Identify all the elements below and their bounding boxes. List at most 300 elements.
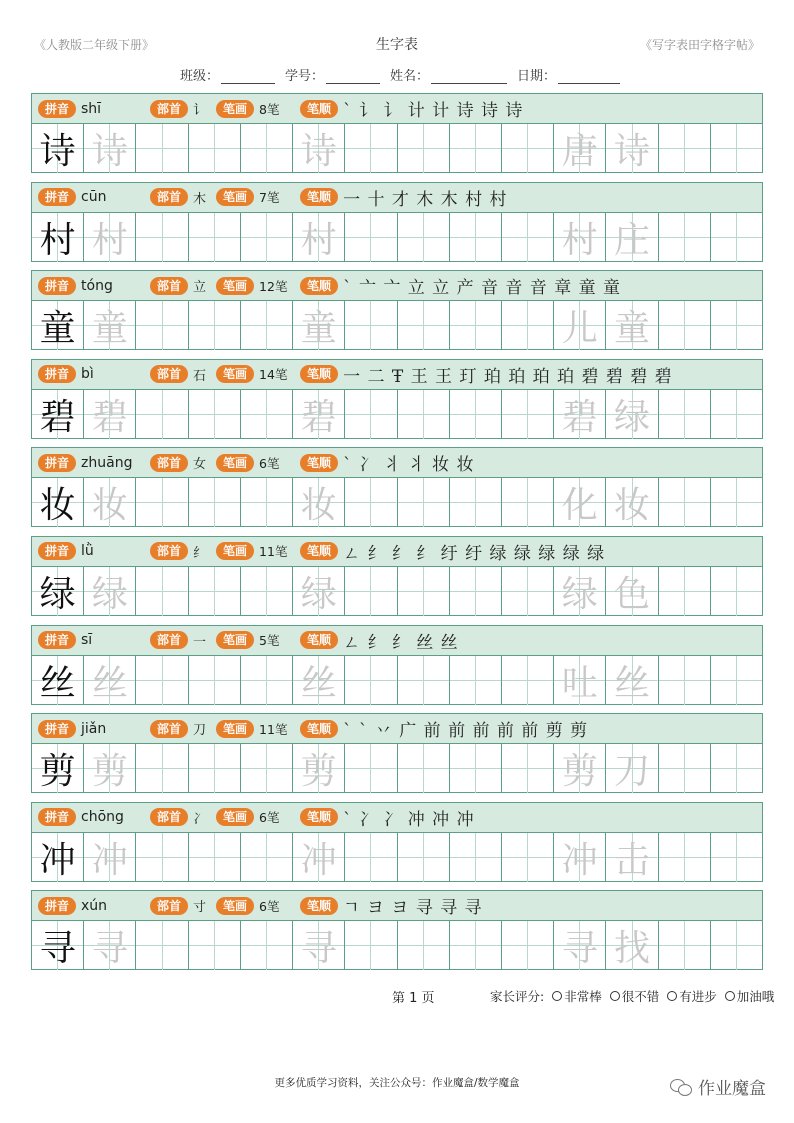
radical-tag: 部首 <box>150 808 188 826</box>
strokes-value: 11笔 <box>259 544 288 560</box>
writing-grid <box>32 124 762 173</box>
parent-rating <box>490 987 774 1005</box>
strokes-tag: 笔画 <box>216 897 254 915</box>
pinyin-tag: 拼音 <box>38 631 76 649</box>
brand-mark <box>670 1074 766 1099</box>
pinyin-tag: 拼音 <box>38 542 76 560</box>
grid-cell[interactable] <box>398 567 450 616</box>
grid-cell[interactable] <box>293 744 345 793</box>
trace-character: 剪 <box>91 751 128 793</box>
strokes-value: 6笔 <box>259 898 280 914</box>
pinyin-value: sī <box>81 632 93 649</box>
pinyin-tag: 拼音 <box>38 454 76 472</box>
grid-cell[interactable] <box>136 390 188 439</box>
pinyin-tag: 拼音 <box>38 277 76 295</box>
grid-cell[interactable] <box>711 921 762 970</box>
grid-cell[interactable] <box>345 833 397 882</box>
pinyin-tag: 拼音 <box>38 188 76 206</box>
grid-cell[interactable] <box>136 833 188 882</box>
grid-cell[interactable] <box>32 921 84 970</box>
word-character: 唐 <box>561 131 598 172</box>
grid-cell[interactable] <box>606 124 658 173</box>
grid-cell[interactable] <box>84 833 136 882</box>
trace-character: 冲 <box>300 839 337 881</box>
grid-cell[interactable] <box>32 124 84 173</box>
grid-cell[interactable] <box>554 213 606 262</box>
grid-cell[interactable] <box>606 567 658 616</box>
grid-cell[interactable] <box>136 656 188 705</box>
word-character: 丝 <box>614 662 651 704</box>
radical-tag: 部首 <box>150 897 188 915</box>
grid-cell[interactable] <box>659 301 711 350</box>
grid-cell[interactable] <box>554 921 606 970</box>
grid-cell[interactable] <box>502 478 554 527</box>
grid-cell[interactable] <box>502 921 554 970</box>
grid-cell[interactable] <box>502 124 554 173</box>
char-info-band <box>32 714 762 744</box>
grid-cell[interactable] <box>293 301 345 350</box>
grid-cell[interactable] <box>554 833 606 882</box>
grid-cell[interactable] <box>606 921 658 970</box>
rating-option-3[interactable] <box>725 987 775 1005</box>
grid-cell[interactable] <box>241 833 293 882</box>
strokes-value: 6笔 <box>259 810 280 826</box>
char-block <box>31 270 763 350</box>
char-block <box>31 625 763 705</box>
grid-cell[interactable] <box>293 390 345 439</box>
grid-cell[interactable] <box>711 478 762 527</box>
strokes-value: 5笔 <box>259 633 280 649</box>
grid-cell[interactable] <box>711 124 762 173</box>
trace-character: 诗 <box>91 131 128 172</box>
grid-cell[interactable] <box>293 921 345 970</box>
grid-cell[interactable] <box>398 478 450 527</box>
trace-character: 寻 <box>91 928 128 970</box>
grid-cell[interactable] <box>189 833 241 882</box>
word-character: 寻 <box>561 928 598 970</box>
grid-cell[interactable] <box>450 921 502 970</box>
stroke-order: ㄥ 纟 纟 丝 丝 <box>343 632 459 653</box>
pinyin-value: xún <box>81 897 108 914</box>
rating-option-2[interactable] <box>667 987 717 1005</box>
grid-cell[interactable] <box>659 744 711 793</box>
id-field[interactable] <box>285 65 380 84</box>
order-tag: 笔顺 <box>300 277 338 295</box>
writing-grid <box>32 478 762 527</box>
grid-cell[interactable] <box>659 567 711 616</box>
radical-tag: 部首 <box>150 720 188 738</box>
word-character: 色 <box>614 573 651 615</box>
rating-option-label: 有进步 <box>679 989 717 1004</box>
char-info-band <box>32 448 762 478</box>
grid-cell[interactable] <box>606 656 658 705</box>
page-number: 第 1 页 <box>392 991 435 1006</box>
grid-cell[interactable] <box>554 301 606 350</box>
grid-cell[interactable] <box>345 567 397 616</box>
grid-cell[interactable] <box>241 921 293 970</box>
page-title: 生字表 <box>376 37 418 53</box>
grid-cell[interactable] <box>241 213 293 262</box>
grid-cell[interactable] <box>554 478 606 527</box>
header-left: 《人教版二年级下册》 <box>34 38 155 52</box>
word-character: 化 <box>561 485 598 527</box>
trace-character: 丝 <box>300 662 337 704</box>
rating-option-1[interactable] <box>610 987 660 1005</box>
grid-cell[interactable] <box>84 213 136 262</box>
strokes-value: 14笔 <box>259 367 288 383</box>
radical-value: 一 <box>193 634 207 650</box>
grid-cell[interactable] <box>241 567 293 616</box>
pinyin-value: shī <box>81 100 102 117</box>
grid-cell[interactable] <box>293 124 345 173</box>
grid-cell[interactable] <box>189 213 241 262</box>
grid-cell[interactable] <box>241 744 293 793</box>
grid-cell[interactable] <box>241 656 293 705</box>
char-block <box>31 713 763 793</box>
radical-value: 讠 <box>193 103 207 118</box>
trace-character: 寻 <box>300 928 337 970</box>
grid-cell[interactable] <box>189 744 241 793</box>
student-info-row <box>180 65 620 84</box>
grid-cell[interactable] <box>502 213 554 262</box>
class-field[interactable] <box>180 65 275 84</box>
radical-value: 木 <box>193 191 207 207</box>
grid-cell[interactable] <box>711 301 762 350</box>
grid-cell[interactable] <box>606 478 658 527</box>
grid-cell[interactable] <box>241 124 293 173</box>
word-character: 妆 <box>614 485 651 527</box>
grid-cell[interactable] <box>450 124 502 173</box>
class-blank[interactable] <box>221 69 275 84</box>
word-character: 绿 <box>614 396 651 438</box>
grid-cell[interactable] <box>32 833 84 882</box>
grid-cell[interactable] <box>189 390 241 439</box>
grid-cell[interactable] <box>398 124 450 173</box>
trace-character: 丝 <box>91 662 128 704</box>
grid-cell[interactable] <box>450 744 502 793</box>
word-character: 刀 <box>614 751 651 793</box>
grid-cell[interactable] <box>711 744 762 793</box>
id-blank[interactable] <box>326 69 380 84</box>
grid-cell[interactable] <box>345 124 397 173</box>
grid-cell[interactable] <box>345 213 397 262</box>
radio-circle-icon[interactable] <box>725 991 735 1001</box>
radical-value: 女 <box>193 457 207 473</box>
grid-cell[interactable] <box>659 921 711 970</box>
grid-cell[interactable] <box>241 390 293 439</box>
name-field[interactable] <box>390 65 507 84</box>
grid-cell[interactable] <box>659 833 711 882</box>
grid-cell[interactable] <box>450 390 502 439</box>
grid-cell[interactable] <box>606 301 658 350</box>
trace-character: 冲 <box>91 839 128 881</box>
grid-cell[interactable] <box>450 301 502 350</box>
model-character: 冲 <box>39 839 76 881</box>
radical-value: 立 <box>193 280 207 296</box>
trace-character: 绿 <box>300 573 337 615</box>
grid-cell[interactable] <box>502 301 554 350</box>
model-character: 诗 <box>39 131 76 172</box>
radical-tag: 部首 <box>150 188 188 206</box>
grid-cell[interactable] <box>554 656 606 705</box>
grid-cell[interactable] <box>293 567 345 616</box>
model-character: 童 <box>39 308 76 350</box>
strokes-value: 8笔 <box>259 101 280 117</box>
word-character: 找 <box>614 928 651 970</box>
rating-option-label: 加油哦 <box>736 989 775 1004</box>
grid-cell[interactable] <box>398 833 450 882</box>
grid-cell[interactable] <box>189 656 241 705</box>
grid-cell[interactable] <box>398 921 450 970</box>
grid-cell[interactable] <box>293 833 345 882</box>
char-block <box>31 359 763 439</box>
grid-cell[interactable] <box>84 301 136 350</box>
date-field[interactable] <box>517 65 620 84</box>
order-tag: 笔顺 <box>300 365 338 383</box>
order-tag: 笔顺 <box>300 188 338 206</box>
grid-cell[interactable] <box>241 301 293 350</box>
pinyin-tag: 拼音 <box>38 897 76 915</box>
radical-value: 刀 <box>193 723 207 739</box>
grid-cell[interactable] <box>293 213 345 262</box>
grid-cell[interactable] <box>136 301 188 350</box>
model-character: 村 <box>39 219 76 261</box>
grid-cell[interactable] <box>554 744 606 793</box>
grid-cell[interactable] <box>32 567 84 616</box>
radical-value: 寸 <box>193 900 207 916</box>
grid-cell[interactable] <box>450 213 502 262</box>
grid-cell[interactable] <box>32 301 84 350</box>
strokes-tag: 笔画 <box>216 188 254 206</box>
grid-cell[interactable] <box>711 833 762 882</box>
char-block <box>31 536 763 616</box>
radical-tag: 部首 <box>150 454 188 472</box>
strokes-tag: 笔画 <box>216 631 254 649</box>
grid-cell[interactable] <box>606 213 658 262</box>
grid-cell[interactable] <box>502 567 554 616</box>
trace-character: 碧 <box>300 396 337 438</box>
order-tag: 笔顺 <box>300 897 338 915</box>
grid-cell[interactable] <box>84 478 136 527</box>
grid-cell[interactable] <box>189 478 241 527</box>
word-character: 童 <box>614 308 651 350</box>
grid-cell[interactable] <box>659 478 711 527</box>
char-info-band <box>32 537 762 567</box>
strokes-value: 7笔 <box>259 190 280 206</box>
model-character: 寻 <box>39 928 76 970</box>
stroke-order: 一 二 Ŧ 王 王 玎 珀 珀 珀 珀 碧 碧 碧 碧 <box>343 366 673 387</box>
grid-cell[interactable] <box>606 744 658 793</box>
pinyin-tag: 拼音 <box>38 720 76 738</box>
grid-cell[interactable] <box>345 744 397 793</box>
grid-cell[interactable] <box>136 478 188 527</box>
stroke-order: ㄥ 纟 纟 纟 纡 纡 绿 绿 绿 绿 绿 <box>343 543 606 564</box>
strokes-tag: 笔画 <box>216 720 254 738</box>
grid-cell[interactable] <box>189 301 241 350</box>
radio-circle-icon[interactable] <box>610 991 620 1001</box>
order-tag: 笔顺 <box>300 454 338 472</box>
grid-cell[interactable] <box>345 301 397 350</box>
char-info-band <box>32 271 762 301</box>
grid-cell[interactable] <box>189 567 241 616</box>
rating-option-label: 很不错 <box>621 989 660 1004</box>
grid-cell[interactable] <box>189 124 241 173</box>
pinyin-value: lǜ <box>81 543 94 560</box>
radio-circle-icon[interactable] <box>667 991 677 1001</box>
trace-character: 妆 <box>91 485 128 527</box>
char-info-band <box>32 626 762 656</box>
strokes-tag: 笔画 <box>216 365 254 383</box>
grid-cell[interactable] <box>84 656 136 705</box>
writing-grid <box>32 921 762 970</box>
grid-cell[interactable] <box>450 656 502 705</box>
grid-cell[interactable] <box>345 478 397 527</box>
character-sheet <box>31 93 763 979</box>
word-character: 绿 <box>561 573 598 615</box>
grid-cell[interactable] <box>32 390 84 439</box>
grid-cell[interactable] <box>711 213 762 262</box>
pinyin-tag: 拼音 <box>38 100 76 118</box>
grid-cell[interactable] <box>293 478 345 527</box>
grid-cell[interactable] <box>398 301 450 350</box>
strokes-tag: 笔画 <box>216 100 254 118</box>
class-label: 班级： <box>180 69 220 84</box>
grid-cell[interactable] <box>32 744 84 793</box>
grid-cell[interactable] <box>606 833 658 882</box>
order-tag: 笔顺 <box>300 631 338 649</box>
char-info-band <box>32 891 762 921</box>
char-block <box>31 890 763 970</box>
name-blank[interactable] <box>431 69 507 84</box>
trace-character: 剪 <box>300 751 337 793</box>
order-tag: 笔顺 <box>300 100 338 118</box>
pinyin-value: zhuāng <box>81 454 133 471</box>
name-label: 姓名： <box>390 69 430 84</box>
grid-cell[interactable] <box>711 390 762 439</box>
grid-cell[interactable] <box>659 213 711 262</box>
stroke-order: ` ` 丷 广 前 前 前 前 前 剪 剪 <box>343 721 589 742</box>
grid-cell[interactable] <box>398 744 450 793</box>
grid-cell[interactable] <box>554 124 606 173</box>
grid-cell[interactable] <box>136 213 188 262</box>
grid-cell[interactable] <box>345 921 397 970</box>
word-character: 碧 <box>561 396 598 438</box>
grid-cell[interactable] <box>189 921 241 970</box>
grid-cell[interactable] <box>554 567 606 616</box>
radical-value: 冫 <box>193 811 207 827</box>
radical-tag: 部首 <box>150 277 188 295</box>
model-character: 妆 <box>39 485 76 527</box>
radio-circle-icon[interactable] <box>552 991 562 1001</box>
char-block <box>31 182 763 262</box>
word-character: 儿 <box>561 308 598 350</box>
grid-cell[interactable] <box>502 656 554 705</box>
grid-cell[interactable] <box>398 390 450 439</box>
grid-cell[interactable] <box>345 390 397 439</box>
grid-cell[interactable] <box>659 390 711 439</box>
grid-cell[interactable] <box>659 656 711 705</box>
strokes-tag: 笔画 <box>216 454 254 472</box>
grid-cell[interactable] <box>84 921 136 970</box>
pinyin-value: jiǎn <box>81 720 107 737</box>
pinyin-value: bì <box>81 366 94 383</box>
id-label: 学号： <box>285 69 325 84</box>
grid-cell[interactable] <box>711 567 762 616</box>
radical-tag: 部首 <box>150 542 188 560</box>
grid-cell[interactable] <box>84 390 136 439</box>
strokes-value: 6笔 <box>259 455 280 471</box>
grid-cell[interactable] <box>32 478 84 527</box>
grid-cell[interactable] <box>136 921 188 970</box>
trace-character: 碧 <box>91 396 128 438</box>
date-label: 日期： <box>517 69 557 84</box>
word-character: 庄 <box>614 219 651 261</box>
grid-cell[interactable] <box>450 833 502 882</box>
char-info-band <box>32 803 762 833</box>
grid-cell[interactable] <box>136 744 188 793</box>
grid-cell[interactable] <box>241 478 293 527</box>
grid-cell[interactable] <box>711 656 762 705</box>
grid-cell[interactable] <box>502 833 554 882</box>
grid-cell[interactable] <box>136 567 188 616</box>
brand-name: 作业魔盒 <box>698 1079 766 1099</box>
grid-cell[interactable] <box>32 656 84 705</box>
grid-cell[interactable] <box>502 390 554 439</box>
pinyin-value: tóng <box>81 277 113 294</box>
grid-cell[interactable] <box>84 744 136 793</box>
date-blank[interactable] <box>558 69 620 84</box>
word-character: 吐 <box>561 662 598 704</box>
stroke-order: ` 亠 亠 立 立 产 音 音 音 章 童 童 <box>343 278 622 299</box>
grid-cell[interactable] <box>136 124 188 173</box>
strokes-value: 12笔 <box>259 278 288 294</box>
grid-cell[interactable] <box>398 213 450 262</box>
pinyin-value: cūn <box>81 189 107 206</box>
strokes-tag: 笔画 <box>216 277 254 295</box>
model-character: 丝 <box>39 662 76 704</box>
stroke-order: 一 十 才 木 木 村 村 <box>343 189 508 210</box>
rating-option-0[interactable] <box>552 987 602 1005</box>
grid-cell[interactable] <box>450 567 502 616</box>
radical-tag: 部首 <box>150 631 188 649</box>
radical-value: 石 <box>193 368 207 384</box>
trace-character: 童 <box>91 308 128 350</box>
stroke-order: ` 冫 冫 冲 冲 冲 <box>343 809 475 830</box>
writing-grid <box>32 744 762 793</box>
rating-label: 家长评分: <box>490 989 545 1004</box>
grid-cell[interactable] <box>606 390 658 439</box>
grid-cell[interactable] <box>345 656 397 705</box>
grid-cell[interactable] <box>398 656 450 705</box>
grid-cell[interactable] <box>659 124 711 173</box>
grid-cell[interactable] <box>84 567 136 616</box>
grid-cell[interactable] <box>84 124 136 173</box>
char-block <box>31 93 763 173</box>
char-block <box>31 802 763 882</box>
word-character: 诗 <box>614 131 651 172</box>
grid-cell[interactable] <box>554 390 606 439</box>
grid-cell[interactable] <box>450 478 502 527</box>
grid-cell[interactable] <box>32 213 84 262</box>
char-info-band <box>32 360 762 390</box>
grid-cell[interactable] <box>293 656 345 705</box>
pinyin-value: chōng <box>81 809 124 826</box>
stroke-order: ㄱ ヨ ヨ 寻 寻 寻 <box>343 898 483 919</box>
model-character: 碧 <box>39 396 76 438</box>
radical-tag: 部首 <box>150 365 188 383</box>
grid-cell[interactable] <box>502 744 554 793</box>
stroke-order: ` 冫 丬 丬 妆 妆 <box>343 455 475 476</box>
